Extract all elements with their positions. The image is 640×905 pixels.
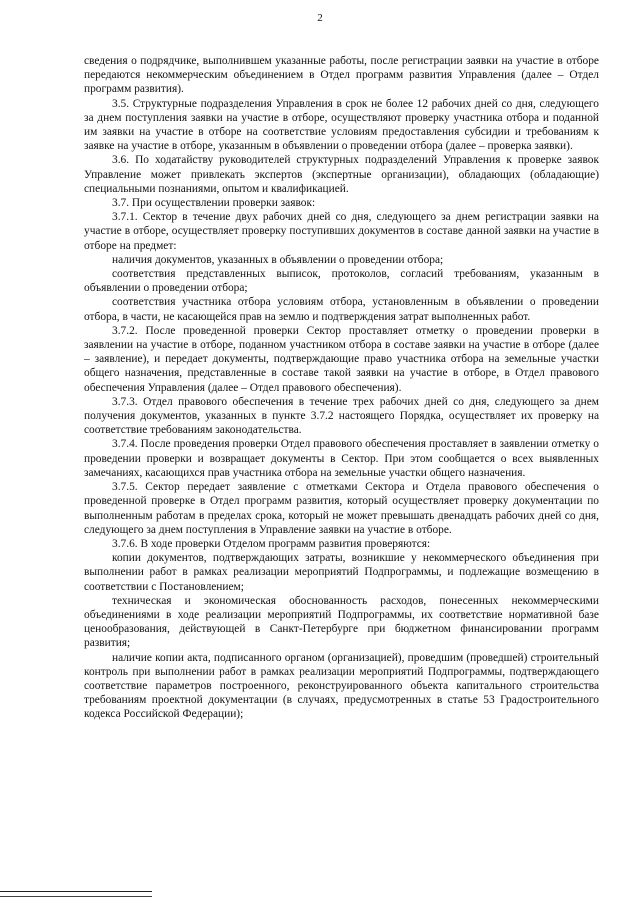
paragraph-3-7-1: 3.7.1. Сектор в течение двух рабочих дней со дня, следующего за днем регистрации заявки на участие в отборе, осуществляет проверку поступивших документов в составе данной заявки на участие в отборе на предмет: bbox=[84, 211, 599, 252]
footer-rule bbox=[0, 891, 152, 892]
paragraph-3-7-3: 3.7.3. Отдел правового обеспечения в течение трех рабочих дней со дня, следующего за днем получения документов, указанных в пункте 3.7.2 настоящего Порядка, осуществляет их проверку на соответствие требованиям законодательства. bbox=[84, 395, 599, 437]
paragraph-continuation: сведения о подрядчике, выполнившем указанные работы, после регистрации заявки на участие в отборе передаются некоммерческим объединением в Отдел программ развития Управления (далее – Отдел программ развития). bbox=[84, 55, 599, 96]
paragraph-3-7-4: 3.7.4. После проведения проверки Отдел правового обеспечения проставляет в заявлении отметку о проведении проверки и возвращает документы в Сектор. При этом сообщается о всех выявленных замечаниях, касающихся прав участника отбора на земельные участки общего назначения. bbox=[84, 438, 599, 479]
paragraph-3-7-6: 3.7.6. В ходе проверки Отделом программ развития проверяются: bbox=[112, 537, 431, 550]
page-number: 2 bbox=[317, 12, 323, 24]
list-item-control-act: наличие копии акта, подписанного органом (организацией), проведшим (проведшей) строительный контроль при выполнении работ в рамках реализации мероприятий Подпрограммы, подтверждающего соответствие параметров построенного, реконструированного объекта капитального строительства требованиям проектной документации (в случаях, предусмотренных в статье 53 Градостроительного кодекса Российской Федерации); bbox=[84, 651, 599, 721]
list-item-documents: наличия документов, указанных в объявлении о проведении отбора; bbox=[112, 253, 444, 266]
list-item-cost-copies: копии документов, подтверждающих затраты, возникшие у некоммерческого объединения при выполнении работ в рамках реализации мероприятий Подпрограммы, и подлежащие возмещению в соответствии с Постановлением; bbox=[84, 552, 599, 593]
list-item-justification: техническая и экономическая обоснованность расходов, понесенных некоммерческими объединениями в ходе реализации мероприятий Подпрограммы, их соответствие нормативной базе ценообразования, действующей в Санкт-Петербурге при бюджетном финансировании программ развития; bbox=[84, 594, 599, 650]
footer-rule-secondary bbox=[0, 896, 152, 897]
paragraph-3-6: 3.6. По ходатайству руководителей структурных подразделений Управления к проверке заявок Управление может привлекать экспертов (экспертные организации), обладающих (обладающие) специальными познаниями, опытом и квалификацией. bbox=[84, 154, 599, 195]
paragraph-3-5: 3.5. Структурные подразделения Управления в срок не более 12 рабочих дней со дня, следующего за днем поступления заявки на участие в отборе, осуществляют проверку участника отбора и поданной им заявки на участие в отборе на соответствие условиям предоставления субсидии и требованиям к заявке на участие в отборе, указанным в объявлении о проведении отбора (далее – проверка заявки). bbox=[84, 97, 599, 153]
list-item-statements: соответствия представленных выписок, протоколов, согласий требованиям, указанным в объявлении о проведении отбора; bbox=[84, 268, 599, 295]
paragraph-3-7: 3.7. При осуществлении проверки заявок: bbox=[112, 197, 316, 210]
list-item-conditions: соответствия участника отбора условиям отбора, установленным в объявлении о проведении отбора, в части, не касающейся прав на землю и подтверждения затрат выполненных работ. bbox=[84, 296, 599, 323]
paragraph-3-7-2: 3.7.2. После проведенной проверки Сектор проставляет отметку о проведении проверки в заявлении на участие в отборе, поданном участником отбора в составе заявки на участие в отборе (далее – заявление), и передает документы, подтверждающие право участника отбора на земельные участки общего назначения, представленные в составе такой заявки на участие в отборе, в Отдел правового обеспечения Управления (далее – Отдел правового обеспечения). bbox=[84, 324, 599, 394]
document-body bbox=[84, 54, 599, 722]
paragraph-3-7-5: 3.7.5. Сектор передает заявление с отметками Сектора и Отдела правового обеспечения о проведенной проверке в Отдел программ развития, который осуществляет проверку документации по выполненным работам в пределах срока, который не может превышать двенадцать рабочих дней со дня, следующего за днем поступления в Управление заявки на участие в отборе. bbox=[84, 481, 599, 536]
